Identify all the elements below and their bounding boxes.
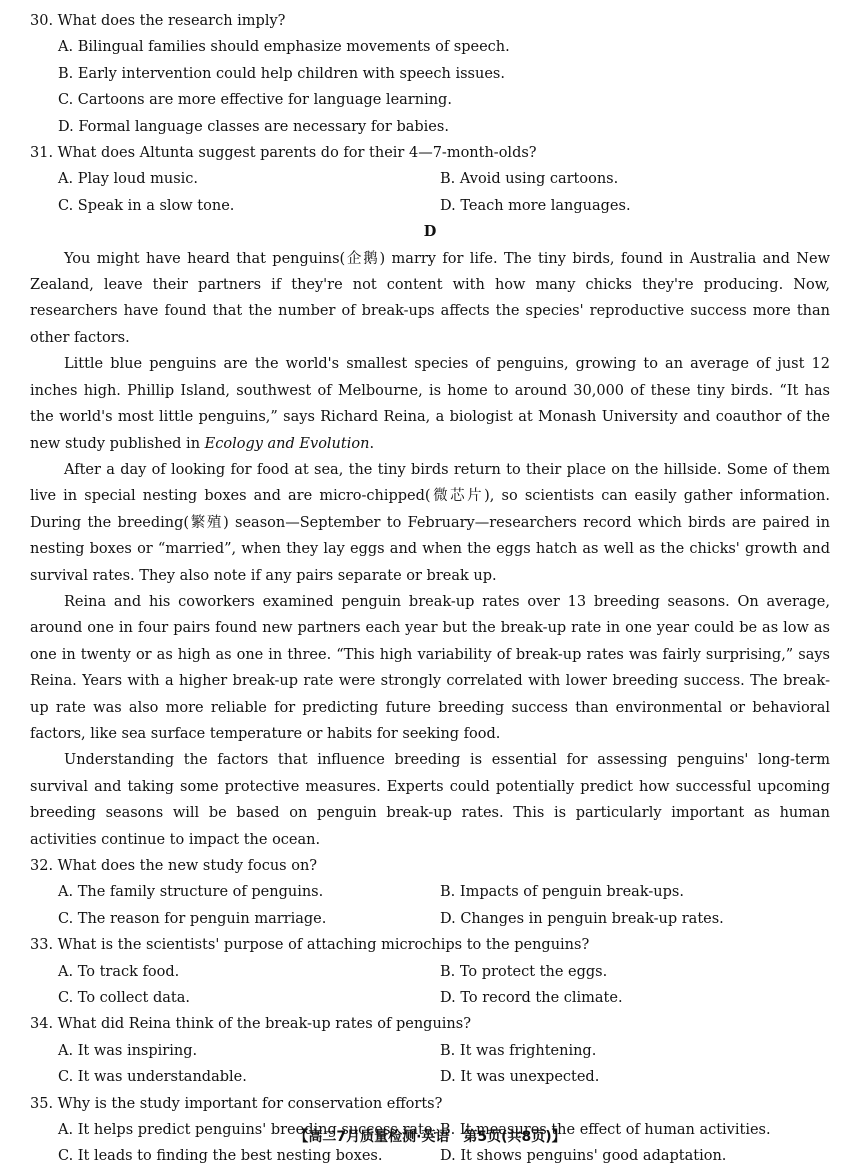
option-b: B. It was frightening. <box>440 1042 597 1059</box>
question-stem: 33. What is the scientists' purpose of attaching microchips to the penguins? <box>30 937 590 954</box>
passage-paragraph: Reina and his coworkers examined penguin break-up rates over 13 breeding seasons. On average, around one in four pairs found new partners each year but the break-up rate in one year could be as low as one in twenty or as high as one in three. “This high variability of break-up rates was fairly surprising,” says Reina. Years with a higher break-up rate were strongly correlated with lower breeding success. The break-up rate was also more reliable for predicting future breeding success than environmental or behavioral factors, like sea surface temperature or habits for seeking food. <box>30 593 830 742</box>
option-d: D. It shows penguins' good adaptation. <box>440 1148 727 1165</box>
paragraph-text: Little blue penguins are the world's smallest species of penguins, growing to an average of just 12 inches high. Phillip Island, southwest of Melbourne, is home to around 30,000 of these tiny birds. “It has the world's most little penguins,” says Richard Reina, a biologist at Monash University and coauthor of the new study published in <box>30 356 830 452</box>
journal-title: Ecology and Evolution <box>204 435 370 452</box>
option-d: D. Formal language classes are necessary for babies. <box>58 118 449 135</box>
option-b: B. To protect the eggs. <box>440 963 608 980</box>
option-row <box>30 193 830 219</box>
question-30 <box>30 8 830 140</box>
option-a: A. The family structure of penguins. <box>58 884 324 901</box>
option-c: C. It was understandable. <box>58 1069 247 1086</box>
option-b: B. Early intervention could help children with speech issues. <box>58 65 505 82</box>
paragraph-text: . <box>369 435 375 452</box>
question-stem: 34. What did Reina think of the break-up rates of penguins? <box>30 1016 471 1033</box>
passage-paragraph: After a day of looking for food at sea, the tiny birds return to their place on the hillside. Some of them live in special nesting boxes and are micro-chipped(微芯片), so scientists can easily gather information. During the breeding(繁殖) season—September to February—researchers record which birds are paired in nesting boxes or “married”, when they lay eggs and when the eggs hatch as well as the chicks' growth and survival rates. They also note if any pairs separate or break up. <box>30 461 830 584</box>
option-c: C. To collect data. <box>58 990 190 1007</box>
option-row <box>30 906 830 932</box>
question-31 <box>30 140 830 219</box>
option-a: A. To track food. <box>58 963 180 980</box>
option-row <box>30 166 830 192</box>
option-c: C. The reason for penguin marriage. <box>58 910 327 927</box>
option-c: C. Speak in a slow tone. <box>58 197 235 214</box>
question-stem: 35. Why is the study important for conservation efforts? <box>30 1095 443 1112</box>
question-stem: 30. What does the research imply? <box>30 13 286 29</box>
exam-page <box>30 8 830 1170</box>
section-label: D <box>423 223 437 241</box>
passage-paragraph <box>30 351 830 457</box>
reading-passage <box>30 246 830 853</box>
question-32 <box>30 853 830 932</box>
option-d: D. It was unexpected. <box>440 1069 600 1086</box>
passage-paragraph: You might have heard that penguins(企鹅) marry for life. The tiny birds, found in Australia and New Zealand, leave their partners if they're not content with how many chicks they're producing. Now, researchers have found that the number of break-ups affects the species' reproductive success more than other factors. <box>30 250 830 346</box>
option-d: D. Teach more languages. <box>440 197 631 214</box>
option-b: B. Impacts of penguin break-ups. <box>440 884 684 901</box>
question-stem: 32. What does the new study focus on? <box>30 858 318 874</box>
option-row <box>30 985 830 1011</box>
option-a: A. It was inspiring. <box>58 1042 198 1059</box>
option-a: A. Bilingual families should emphasize movements of speech. <box>58 39 510 56</box>
option-row <box>30 879 830 905</box>
page-footer: 【高二7月质量检测·英语 第5页(共8页)】 <box>294 1129 566 1145</box>
option-row <box>30 1064 830 1090</box>
option-b: B. It measures the effect of human activities. <box>440 1122 771 1139</box>
option-row <box>30 1038 830 1064</box>
option-a: A. It helps predict penguins' breeding success rate. <box>58 1122 438 1139</box>
option-b: B. Avoid using cartoons. <box>440 171 619 188</box>
passage-paragraph: Understanding the factors that influence breeding is essential for assessing penguins' long-term survival and taking some protective measures. Experts could potentially predict how successful upcoming breeding seasons will be based on penguin break-up rates. This is particularly important as human activities continue to impact the ocean. <box>30 752 830 848</box>
option-c: C. It leads to finding the best nesting boxes. <box>58 1148 383 1165</box>
question-34 <box>30 1011 830 1090</box>
option-row <box>30 959 830 985</box>
question-stem: 31. What does Altunta suggest parents do for their 4—7-month-olds? <box>30 145 537 162</box>
option-d: D. Changes in penguin break-up rates. <box>440 910 724 927</box>
option-d: D. To record the climate. <box>440 990 623 1007</box>
option-c: C. Cartoons are more effective for language learning. <box>58 92 452 109</box>
question-33 <box>30 932 830 1011</box>
option-a: A. Play loud music. <box>58 171 199 188</box>
